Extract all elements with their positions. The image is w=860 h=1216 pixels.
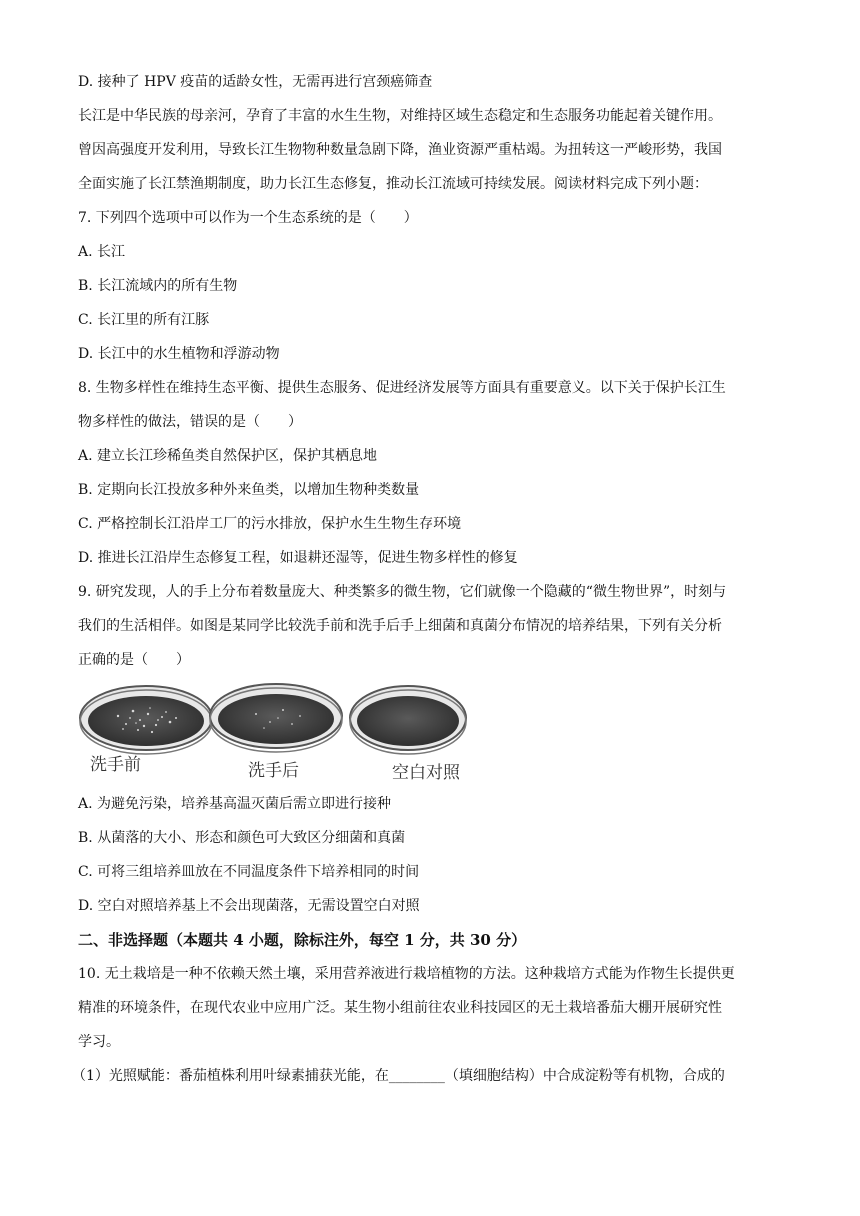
dish-after-washing: [210, 684, 342, 752]
q10-part-1: （1）光照赋能：番茄植株利用叶绿素捕获光能，在________（填细胞结构）中合成淀粉等有机物，合成的: [72, 1068, 725, 1084]
caption-before-washing: 洗手前: [90, 755, 141, 775]
dish-before-washing: [80, 686, 212, 754]
reading-passage-line-1: 长江是中华民族的母亲河，孕育了丰富的水生生物，对维持区域生态稳定和生态服务功能起着关键作用。: [78, 108, 722, 124]
q9-stem-line-3: 正确的是（ ）: [78, 652, 190, 668]
q7-option-c: C. 长江里的所有江豚: [78, 312, 210, 328]
q9-stem-line-2: 我们的生活相伴。如图是某同学比较洗手前和洗手后手上细菌和真菌分布情况的培养结果，下列有关分析: [78, 618, 722, 634]
caption-blank-control: 空白对照: [392, 763, 460, 783]
reading-passage-line-3: 全面实施了长江禁渔期制度，助力长江生态修复，推动长江流域可持续发展。阅读材料完成下列小题：: [78, 176, 708, 192]
section-heading: 二、非选择题（本题共 4 小题，除标注外，每空 1 分，共 30 分）: [78, 931, 527, 949]
q10-stem-line-1: 10. 无土栽培是一种不依赖天然土壤，采用营养液进行栽培植物的方法。这种栽培方式能为作物生长提供更: [78, 966, 735, 982]
dish-blank-control: [350, 686, 466, 754]
q8-option-a: A. 建立长江珍稀鱼类自然保护区，保护其栖息地: [78, 448, 378, 464]
q9-option-c: C. 可将三组培养皿放在不同温度条件下培养相同的时间: [78, 864, 420, 880]
petri-dish-illustration: [78, 680, 470, 790]
q10-stem-line-3: 学习。: [78, 1034, 120, 1050]
q7-option-d: D. 长江中的水生植物和浮游动物: [78, 346, 280, 362]
q9-option-d: D. 空白对照培养基上不会出现菌落，无需设置空白对照: [78, 898, 420, 914]
q9-stem-line-1: 9. 研究发现，人的手上分布着数量庞大、种类繁多的微生物，它们就像一个隐藏的“微生物世界”，时刻与: [78, 584, 727, 600]
q8-option-c: C. 严格控制长江沿岸工厂的污水排放，保护水生生物生存环境: [78, 516, 462, 532]
q7-stem: 7. 下列四个选项中可以作为一个生态系统的是（ ）: [78, 210, 418, 226]
q6-option-d: D. 接种了 HPV 疫苗的适龄女性，无需再进行宫颈癌筛查: [78, 74, 433, 90]
q8-stem-line-2: 物多样性的做法，错误的是（ ）: [78, 414, 302, 430]
petri-dish-figure: [78, 680, 470, 790]
q8-option-b: B. 定期向长江投放多种外来鱼类，以增加生物种类数量: [78, 482, 420, 498]
q9-option-b: B. 从菌落的大小、形态和颜色可大致区分细菌和真菌: [78, 830, 406, 846]
q7-option-b: B. 长江流域内的所有生物: [78, 278, 238, 294]
q9-option-a: A. 为避免污染，培养基高温灭菌后需立即进行接种: [78, 796, 392, 812]
reading-passage-line-2: 曾因高强度开发利用，导致长江生物物种数量急剧下降，渔业资源严重枯竭。为扭转这一严峻形势，我国: [78, 142, 722, 158]
q8-stem-line-1: 8. 生物多样性在维持生态平衡、提供生态服务、促进经济发展等方面具有重要意义。以下关于保护长江生: [78, 380, 726, 396]
q8-option-d: D. 推进长江沿岸生态修复工程，如退耕还湿等，促进生物多样性的修复: [78, 550, 518, 566]
q7-option-a: A. 长江: [78, 244, 126, 260]
caption-after-washing: 洗手后: [248, 761, 299, 781]
q10-stem-line-2: 精准的环境条件，在现代农业中应用广泛。某生物小组前往农业科技园区的无土栽培番茄大棚开展研究性: [78, 1000, 722, 1016]
